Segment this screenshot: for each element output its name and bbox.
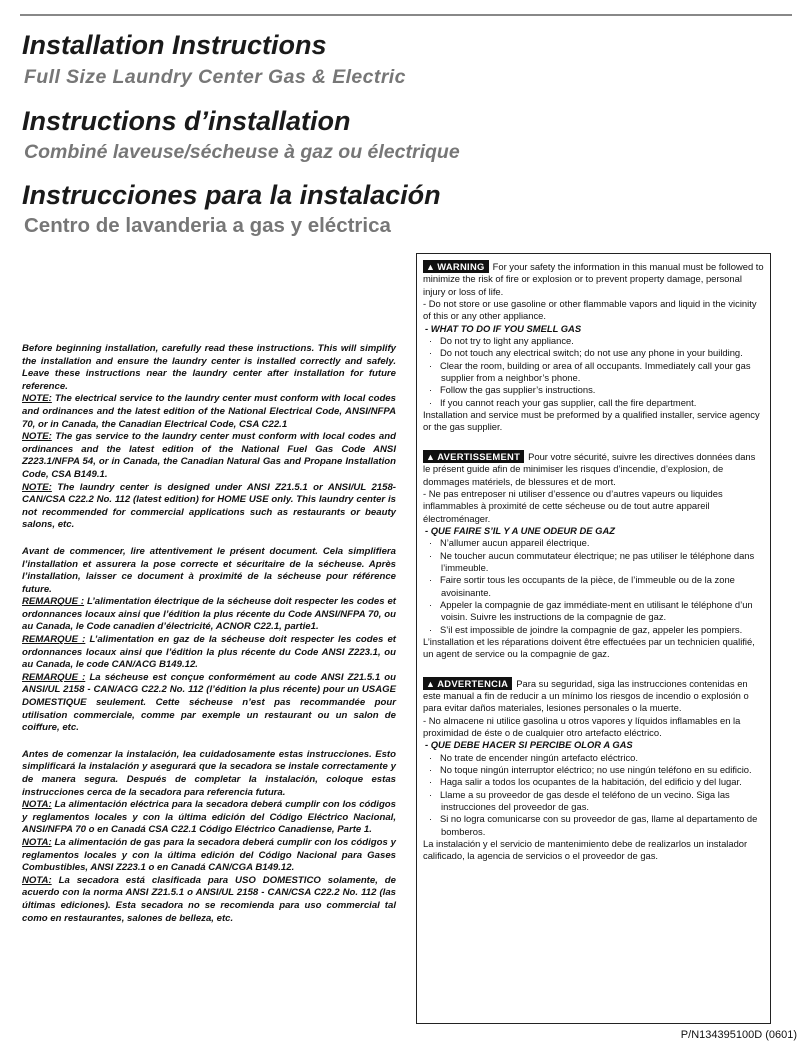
- warning-section-french: [423, 450, 764, 661]
- gas-smell-heading: - WHAT TO DO IF YOU SMELL GAS: [425, 322, 582, 334]
- warning-triangle-icon: ▲: [426, 678, 436, 689]
- note-label: NOTA:: [22, 799, 52, 811]
- warning-intro: Pour votre sécurité, suivre les directives données dans le présent guide afin de minimiser les risques d’incendie, d’explosion, de dommages matériels, de blessures et de mort.: [423, 450, 756, 487]
- list-item: · Clear the room, building or area of all occupants. Immediately call your gas supplier from a neighbor’s phone.: [429, 359, 751, 384]
- warning-badge: ▲ WARNING: [423, 260, 489, 273]
- list-item: · Faire sortir tous les occupants de la pièce, de l’immeuble ou de la zone avoisinante.: [429, 574, 735, 598]
- note-label: REMARQUE :: [22, 671, 86, 683]
- warning-triangle-icon: ▲: [426, 451, 436, 462]
- note-text: The laundry center is designed under ANSI Z21.5.1 or ANSI/UL 2158- CAN/CSA C22.2 No. 112 (latest edition) for HOME USE only. This laundry center is not recommended for commercial applications such as restaurants or beauty salons, etc.: [22, 481, 396, 531]
- warning-section-english: [423, 260, 764, 434]
- title-spanish: Instrucciones para la instalación: [22, 180, 441, 210]
- list-item: · No trate de encender ningún artefacto eléctrico.: [429, 751, 638, 763]
- list-item: · N’allumer aucun appareil électrique.: [429, 537, 590, 549]
- list-item: · Do not try to light any appliance.: [429, 335, 574, 347]
- note-text: La sécheuse est conçue conformément au code ANSI Z21.5.1 ou ANSI/UL 2158 - CAN/ACG C22.2 No. 112 (l’édition la plus récente) pour un USAGE DOMESTIQUE seulement. Cette sécheuse n’est pas recommandée pour utilisation commerciale, comme par exemple un restaurant ou un salon de coiffure, etc.: [22, 671, 397, 734]
- subtitle-english: Full Size Laundry Center Gas & Electric: [24, 66, 406, 88]
- service-note: Installation and service must be preformed by a qualified installer, service agency or the gas supplier.: [423, 409, 760, 433]
- note-text: La secadora está clasificada para USO DOMESTICO solamente, de acuerdo con la norma ANSI Z21.5.1 o ANSI/UL 2158 - CAN/CSA C22.2 No. 112 (las últimas ediciones). Esta secadora no se recomienda para uso commercial tal como en restaurantes, salones de belleza, etc.: [22, 874, 396, 924]
- warning-intro: Para su seguridad, siga las instrucciones contenidas en este manual a fin de reducir a un mínimo los riesgos de incendio o explosión o para evitar daños materiales, lesiones personales o la muerte.: [423, 677, 749, 714]
- spanish-instructions: [22, 749, 396, 925]
- note-label: REMARQUE :: [22, 596, 85, 608]
- warning-badge: ▲ ADVERTENCIA: [423, 677, 512, 690]
- storage-warning: - Ne pas entreposer ni utiliser d’essence ou d’autres vapeurs ou liquides inflammables à proximité de cette sécheuse ou de tout autre appareil électroménager.: [423, 487, 723, 524]
- list-item: · Follow the gas supplier’s instructions.: [429, 384, 596, 396]
- note-text: The electrical service to the laundry center must conform with local codes and ordinances and the latest edition of the National Electrical Code, ANSI/NFPA 70, or in Canada, the Canadian Electrical Code, CSA C22.1: [22, 393, 396, 430]
- note-text: L’alimentation électrique de la sécheuse doit respecter les codes et ordonnances locaux ainsi que l’édition la plus récente du Code ANSI/NFPA 70, ou au Canada, le Code canadien d’électricité, ACNOR C22.1, partie1.: [22, 596, 396, 633]
- list-item: · If you cannot reach your gas supplier, call the fire department.: [429, 396, 697, 408]
- list-item: · Haga salir a todos los ocupantes de la habitación, del edificio y del lugar.: [429, 776, 742, 788]
- note-label: NOTE:: [22, 431, 52, 443]
- top-rule: [20, 14, 792, 16]
- list-item: · Appeler la compagnie de gaz immédiate-ment en utilisant le téléphone d’un voisin. Suivre les instructions de la compagnie de gaz.: [429, 598, 753, 623]
- instructions-column: [22, 343, 396, 939]
- service-note: L’installation et les réparations doivent être effectuées par un technicien qualifié, un agent de service ou la compagnie de gaz.: [423, 635, 755, 660]
- list-item: · Ne toucher aucun commutateur électrique; ne pas utiliser le téléphone dans l’immeuble.: [429, 549, 755, 573]
- gas-smell-heading: - QUE FAIRE S’IL Y A UNE ODEUR DE GAZ: [425, 524, 615, 536]
- service-note: La instalación y el servicio de mantenimiento debe de realizarlos un instalador calificado, la agencia de servicios o el proveedor de gas.: [423, 838, 748, 862]
- english-instructions: [22, 343, 396, 532]
- storage-warning: - No almacene ni utilice gasolina u otros vapores y líquidos inflamables en la proximidad de éste o de cualquier otro artefacto eléctrico.: [423, 714, 741, 739]
- note-label: NOTE:: [22, 481, 52, 493]
- intro-text: Before beginning installation, carefully read these instructions. This will simplify the installation and ensure the laundry center is installed correctly and safely. Leave these instructions near the laundry center after installation for future reference.: [22, 343, 396, 392]
- intro-text: Antes de comenzar la instalación, lea cuidadosamente estas instrucciones. Esto simplificará la instalación y asegurará que la secadora se instale correctamente y de manera segura. Después de completar la instalación, coloque estas instrucciones cerca de la secadora para referencia futura.: [22, 748, 396, 798]
- subtitle-french: Combiné laveuse/sécheuse à gaz ou électrique: [24, 141, 460, 163]
- list-item: · S’il est impossible de joindre la compagnie de gaz, appeler les pompiers.: [429, 623, 743, 635]
- list-item: · Do not touch any electrical switch; do not use any phone in your building.: [429, 347, 743, 359]
- warning-triangle-icon: ▲: [426, 262, 436, 272]
- warning-section-spanish: [423, 677, 764, 863]
- subtitle-spanish: Centro de lavanderia a gas y eléctrica: [24, 214, 391, 237]
- note-text: The gas service to the laundry center must conform with local codes and ordinances and the latest edition of the National Fuel Gas Code ANSI Z223.1/NFPA 54, or in Canada, the Canadian Natural Gas and Propane Installation Code, CSA B149.1.: [22, 431, 396, 480]
- gas-smell-heading: - QUE DEBE HACER SI PERCIBE OLOR A GAS: [425, 739, 633, 751]
- note-text: La alimentación eléctrica para la secadora deberá cumplir con los códigos y reglamentos locales y con la última edición del Código Eléctrico Nacional, ANSI/NFPA 70 o en Canadá CSA C22.1 Código Eléctrico Canadiense, Parte 1.: [22, 799, 397, 836]
- storage-warning: - Do not store or use gasoline or other flammable vapors and liquid in the vicinity of this or any other appliance.: [423, 298, 757, 322]
- french-instructions: [22, 546, 396, 735]
- list-item: · No toque ningún interruptor eléctrico; no use ningún teléfono en su edificio.: [429, 764, 752, 776]
- note-label: REMARQUE :: [22, 634, 86, 646]
- title-english: Installation Instructions: [22, 30, 327, 60]
- list-item: · Llame a su proveedor de gas desde el teléfono de un vecino. Siga las instrucciones del proveedor de gas.: [429, 788, 730, 813]
- warning-intro: For your safety the information in this manual must be followed to minimize the risk of fire or explosion or to prevent property damage, personal injury or loss of life.: [423, 261, 764, 297]
- warning-badge: ▲ AVERTISSEMENT: [423, 450, 524, 463]
- note-label: NOTE:: [22, 393, 52, 405]
- note-text: L’alimentation en gaz de la sécheuse doit respecter les codes et ordonnances locaux ainsi que l’édition la plus récente du Code ANSI Z223.1, ou au Canada, le code CAN/ACG B149.12.: [22, 634, 396, 671]
- note-label: NOTA:: [22, 874, 52, 886]
- title-french: Instructions d’installation: [22, 106, 351, 136]
- part-number: P/N134395100D (0601): [680, 1029, 797, 1041]
- safety-warning-box: [416, 253, 771, 1024]
- note-text: La alimentación de gas para la secadora deberá cumplir con los códigos y reglamentos locales y con la última edición del Código Nacional para Gases Combustibles, ANSI Z223.1 o en Canadá CAN/CGA B149.12.: [22, 836, 397, 874]
- list-item: · Si no logra comunicarse con su proveedor de gas, llame al departamento de bomberos.: [429, 813, 758, 837]
- intro-text: Avant de commencer, lire attentivement le présent document. Cela simplifiera l’installation et assurera la pose correcte et sécuritaire de la sécheuse. Après l’installation, laisser ce document à proximité de la sécheuse pour référence future.: [22, 545, 396, 595]
- note-label: NOTA:: [22, 836, 52, 848]
